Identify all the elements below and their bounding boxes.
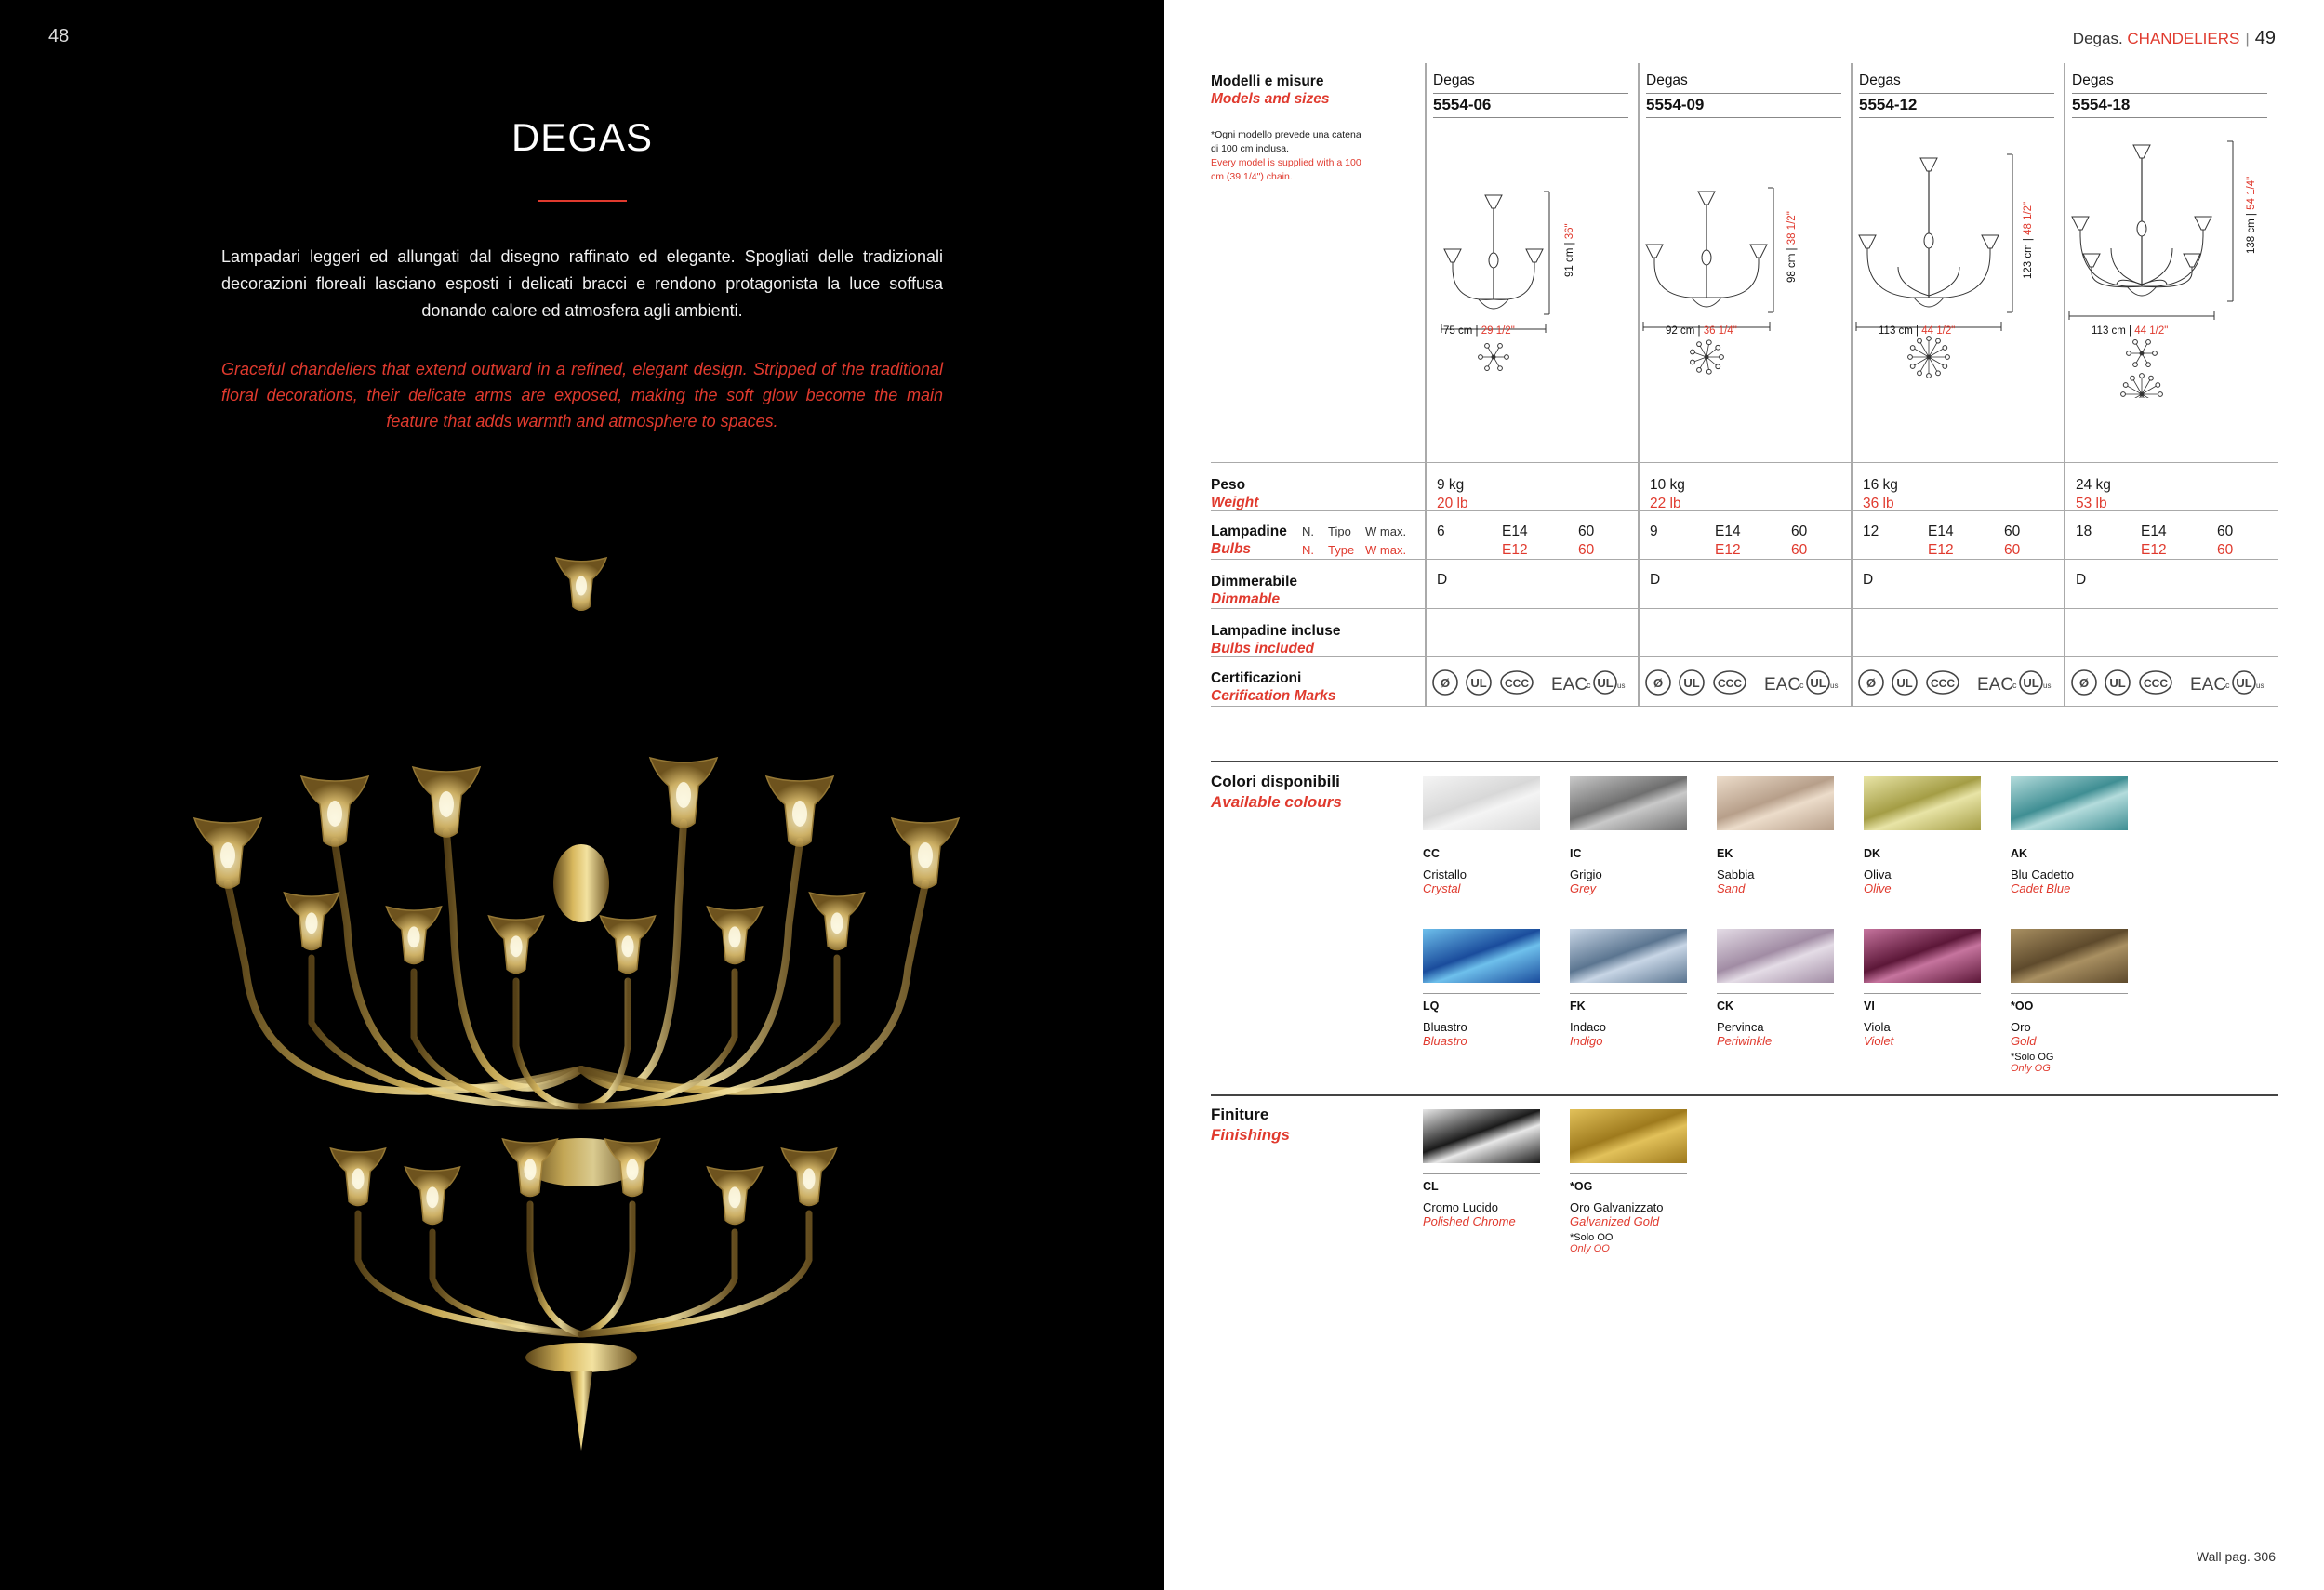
bulbs-type-en: Type — [1328, 543, 1355, 557]
description-italian: Lampadari leggeri ed allungati dal disegno raffinato ed elegante. Spogliati delle tradizionali decorazioni floreali lasciano esposti i delicati bracci e rendono protagonista la luce soffusa donando calore ed atmosfera agli ambienti. — [221, 247, 943, 320]
model-column — [1859, 63, 2054, 118]
svg-text:UL: UL — [1470, 676, 1487, 690]
swatch-name-it: Blu Cadetto — [2011, 868, 2074, 881]
bulbs-label-en: Bulbs — [1211, 541, 1252, 557]
dimmable-cell: D — [1650, 572, 1661, 588]
bulb-type-eu: E14 — [1928, 523, 1954, 539]
finishings-divider — [1211, 1094, 2278, 1096]
weight-lb: 22 lb — [1650, 496, 1681, 511]
width-cm: 113 cm — [1879, 325, 1913, 337]
svg-text:c: c — [1587, 681, 1591, 690]
svg-text:us: us — [1617, 682, 1626, 690]
bulb-watt-us: 60 — [2217, 542, 2234, 558]
swatch-name-it: Indaco — [1570, 1020, 1607, 1034]
model-drawing — [1641, 138, 1846, 398]
column-divider — [1425, 63, 1427, 707]
bulb-watt-eu: 60 — [2217, 523, 2234, 539]
chain-note — [1211, 128, 1369, 184]
svg-text:UL: UL — [2023, 676, 2039, 690]
svg-text:Ø: Ø — [2078, 676, 2090, 690]
swatch-name-it: Cromo Lucido — [1423, 1200, 1498, 1214]
colour-swatch — [1423, 776, 1540, 895]
weight-lb: 20 lb — [1437, 496, 1468, 511]
model-height: 91 cm | 36" — [1564, 223, 1575, 277]
height-cm: 138 cm — [2246, 219, 2257, 254]
dimmable-cell: D — [1863, 572, 1874, 588]
chain-note-it: *Ogni modello prevede una catena di 100 cm inclusa. — [1211, 129, 1361, 154]
swatch-name-it: Viola — [1864, 1020, 1891, 1034]
model-drawing — [2067, 138, 2272, 398]
svg-text:CCC: CCC — [2144, 677, 2168, 690]
swatch-image — [1717, 929, 1834, 983]
svg-text:UL: UL — [2109, 676, 2126, 690]
header-product: Degas. — [2072, 30, 2123, 47]
bulbs-n-en: N. — [1302, 543, 1314, 557]
certification-marks — [1856, 664, 2061, 701]
description-english: Graceful chandeliers that extend outward in a refined, elegant design. Stripped of the traditional floral decorations, their delicate arms are exposed, making the soft glow become the main feature that adds warmth and atmosphere to spaces. — [221, 360, 943, 431]
bulb-type-eu: E14 — [1715, 523, 1741, 539]
weight-cell — [1650, 476, 1685, 513]
weight-kg: 16 kg — [1863, 477, 1898, 493]
model-width: 113 cm | 44 1/2" — [2092, 325, 2169, 337]
swatch-name-en: Cadet Blue — [2011, 881, 2071, 895]
weight-cell — [1863, 476, 1898, 513]
bulbs-watt — [1791, 523, 1807, 560]
bulbs-n: 18 — [2076, 523, 2092, 539]
svg-text:c: c — [2225, 681, 2230, 690]
swatch-image — [1570, 1109, 1687, 1163]
bulb-watt-us: 60 — [2004, 542, 2021, 558]
svg-text:UL: UL — [1683, 676, 1700, 690]
svg-text:us: us — [1830, 682, 1839, 690]
models-label-it: Modelli e misure — [1211, 73, 1324, 89]
model-code: 5554-09 — [1646, 93, 1841, 118]
weight-kg: 9 kg — [1437, 477, 1465, 493]
model-code: 5554-18 — [2072, 93, 2267, 118]
model-width: 113 cm | 44 1/2" — [1879, 325, 1956, 337]
swatch-image — [1570, 776, 1687, 830]
bulbs-count — [1650, 523, 1658, 541]
svg-text:us: us — [2043, 682, 2052, 690]
swatch-image — [1717, 776, 1834, 830]
width-cm: 92 cm — [1666, 325, 1695, 337]
bulbs-n-it: N. — [1302, 524, 1314, 538]
bulb-watt-us: 60 — [1791, 542, 1808, 558]
included-label-it: Lampadine incluse — [1211, 623, 1341, 639]
right-page — [1164, 0, 2324, 1590]
swatch-name-it: Cristallo — [1423, 868, 1467, 881]
weight-kg: 24 kg — [2076, 477, 2111, 493]
bulbs-count — [1863, 523, 1879, 541]
svg-text:us: us — [2256, 682, 2264, 690]
colours-title-en: Available colours — [1211, 793, 1342, 811]
bulb-watt-eu: 60 — [1578, 523, 1595, 539]
colour-swatch — [1717, 929, 1834, 1048]
swatch-image — [2011, 929, 2128, 983]
height-cm: 91 cm — [1564, 247, 1575, 277]
width-cm: 75 cm — [1443, 325, 1473, 337]
colour-swatch — [1864, 776, 1981, 895]
swatch-name-en: Indigo — [1570, 1034, 1603, 1048]
model-code: 5554-06 — [1433, 93, 1628, 118]
weight-label-it: Peso — [1211, 477, 1246, 493]
bulbs-n: 9 — [1650, 523, 1658, 539]
swatch-name-en: Grey — [1570, 881, 1597, 895]
swatch-name-it: Sabbia — [1717, 868, 1755, 881]
dimmable-row — [1211, 560, 2278, 609]
swatch-name-en: Violet — [1864, 1034, 1894, 1048]
bulbs-n: 12 — [1863, 523, 1879, 539]
swatch-name-it: Pervinca — [1717, 1020, 1764, 1034]
swatch-code: CC — [1423, 841, 1540, 860]
bulbs-count — [2076, 523, 2092, 541]
weight-lb: 53 lb — [2076, 496, 2107, 511]
colour-swatch — [1717, 776, 1834, 895]
included-label-en: Bulbs included — [1211, 641, 1315, 656]
swatch-image — [1423, 1109, 1540, 1163]
colour-swatch — [1864, 929, 1981, 1048]
height-cm: 123 cm — [2023, 244, 2034, 279]
swatch-image — [2011, 776, 2128, 830]
model-column — [1433, 63, 1628, 118]
colour-swatch — [1570, 1109, 1687, 1254]
dimmable-cell: D — [1437, 572, 1448, 588]
model-column — [1646, 63, 1841, 118]
included-row — [1211, 609, 2278, 657]
bulb-type-us: E12 — [1715, 542, 1741, 558]
colour-swatch — [2011, 776, 2128, 895]
swatch-code: *OG — [1570, 1173, 1687, 1193]
height-in: 36" — [1564, 223, 1575, 240]
footer-reference: Wall pag. 306 — [2196, 1549, 2276, 1564]
model-code: 5554-12 — [1859, 93, 2054, 118]
swatch-name-en: Gold — [2011, 1034, 2037, 1048]
swatch-code: *OO — [2011, 993, 2128, 1013]
bulbs-watt — [1578, 523, 1594, 560]
colours-title-it: Colori disponibili — [1211, 773, 1340, 790]
swatch-image — [1864, 776, 1981, 830]
bulb-type-eu: E14 — [2141, 523, 2167, 539]
bulbs-count — [1437, 523, 1445, 541]
cert-label-it: Certificazioni — [1211, 670, 1302, 686]
svg-text:c: c — [1799, 681, 1804, 690]
title-divider — [538, 200, 627, 202]
weight-label-en: Weight — [1211, 495, 1259, 510]
swatch-code: CK — [1717, 993, 1834, 1013]
header-section: CHANDELIERS — [2127, 30, 2240, 47]
dimmable-cell: D — [2076, 572, 2087, 588]
page-number-left: 48 — [48, 26, 70, 46]
bulbs-type-it: Tipo — [1328, 524, 1351, 538]
swatch-image — [1570, 929, 1687, 983]
bulb-type-us: E12 — [2141, 542, 2167, 558]
model-name: Degas — [2072, 73, 2114, 88]
swatch-code: CL — [1423, 1173, 1540, 1193]
svg-text:CCC: CCC — [1505, 677, 1529, 690]
page-number-right: 49 — [2254, 28, 2276, 48]
svg-text:Ø: Ø — [1866, 676, 1877, 690]
model-height: 123 cm | 48 1/2" — [2023, 201, 2034, 279]
weight-row — [1211, 463, 2278, 511]
dimmable-label-en: Dimmable — [1211, 591, 1281, 607]
height-in: 38 1/2" — [1786, 211, 1798, 245]
swatch-name-en: Sand — [1717, 881, 1746, 895]
colour-swatch — [2011, 929, 2128, 1074]
width-in: 44 1/2" — [2134, 325, 2169, 337]
bulbs-type — [2141, 523, 2167, 560]
swatch-name-en: Periwinkle — [1717, 1034, 1773, 1048]
model-width: 92 cm | 36 1/4" — [1666, 325, 1737, 337]
swatch-code: AK — [2011, 841, 2128, 860]
bulbs-type — [1715, 523, 1741, 560]
finishings-title-en: Finishings — [1211, 1126, 1290, 1144]
column-divider — [1851, 63, 1853, 707]
swatch-image — [1423, 776, 1540, 830]
colour-swatch — [1570, 929, 1687, 1048]
swatch-code: FK — [1570, 993, 1687, 1013]
bulb-watt-eu: 60 — [1791, 523, 1808, 539]
colours-heading — [1211, 772, 1342, 813]
cert-label-en: Cerification Marks — [1211, 688, 1336, 704]
weight-cell — [2076, 476, 2111, 513]
bulbs-watt — [2217, 523, 2233, 560]
column-divider — [1638, 63, 1640, 707]
swatch-image — [1423, 929, 1540, 983]
width-in: 29 1/2" — [1481, 325, 1515, 337]
bulbs-watt — [2004, 523, 2020, 560]
bulbs-type — [1502, 523, 1528, 560]
svg-text:CCC: CCC — [1718, 677, 1742, 690]
svg-text:EAC: EAC — [1551, 675, 1588, 695]
svg-text:CCC: CCC — [1931, 677, 1955, 690]
bulbs-row — [1211, 511, 2278, 560]
swatch-name-it: Bluastro — [1423, 1020, 1467, 1034]
swatch-name-en: Bluastro — [1423, 1034, 1467, 1048]
finishings-title-it: Finiture — [1211, 1106, 1269, 1123]
svg-text:UL: UL — [1810, 676, 1826, 690]
bulbs-label-it: Lampadine — [1211, 523, 1287, 539]
model-name: Degas — [1859, 73, 1901, 88]
svg-text:UL: UL — [2236, 676, 2252, 690]
certification-marks — [1643, 664, 1848, 701]
bulb-watt-eu: 60 — [2004, 523, 2021, 539]
swatch-name-en: Crystal — [1423, 881, 1461, 895]
width-cm: 113 cm — [2092, 325, 2126, 337]
width-in: 44 1/2" — [1921, 325, 1956, 337]
models-label-en: Models and sizes — [1211, 91, 1330, 107]
swatch-note-it: *Solo OO — [1570, 1232, 1614, 1243]
model-name: Degas — [1433, 73, 1475, 88]
swatch-name-en: Olive — [1864, 881, 1892, 895]
svg-text:EAC: EAC — [1977, 675, 2014, 695]
bulb-type-us: E12 — [1502, 542, 1528, 558]
swatch-name-en: Polished Chrome — [1423, 1214, 1516, 1228]
colour-swatch — [1423, 929, 1540, 1048]
swatch-name-it: Oro — [2011, 1020, 2031, 1034]
dimmable-label-it: Dimmerabile — [1211, 574, 1298, 590]
bulb-type-us: E12 — [1928, 542, 1954, 558]
height-in: 48 1/2" — [2023, 201, 2034, 235]
swatch-name-it: Oro Galvanizzato — [1570, 1200, 1664, 1214]
model-height: 138 cm | 54 1/4" — [2246, 176, 2257, 254]
chandelier-photo — [177, 549, 986, 1478]
weight-cell — [1437, 476, 1468, 513]
colours-divider — [1211, 761, 2278, 762]
colour-swatch — [1423, 1109, 1540, 1228]
product-title: DEGAS — [511, 115, 654, 159]
height-cm: 98 cm — [1786, 253, 1798, 283]
model-name: Degas — [1646, 73, 1688, 88]
weight-lb: 36 lb — [1863, 496, 1894, 511]
model-height: 98 cm | 38 1/2" — [1786, 211, 1798, 283]
swatch-name-en: Galvanized Gold — [1570, 1214, 1660, 1228]
svg-text:UL: UL — [1597, 676, 1614, 690]
weight-kg: 10 kg — [1650, 477, 1685, 493]
svg-text:Ø: Ø — [1440, 676, 1451, 690]
bulbs-w-it: W max. — [1365, 524, 1407, 538]
swatch-code: VI — [1864, 993, 1981, 1013]
swatch-code: DK — [1864, 841, 1981, 860]
bulbs-n: 6 — [1437, 523, 1445, 539]
finishings-heading — [1211, 1105, 1290, 1146]
swatch-image — [1864, 929, 1981, 983]
swatch-code: EK — [1717, 841, 1834, 860]
bulb-type-eu: E14 — [1502, 523, 1528, 539]
svg-text:UL: UL — [1896, 676, 1913, 690]
colour-swatch — [1570, 776, 1687, 895]
width-in: 36 1/4" — [1703, 325, 1737, 337]
bulb-watt-us: 60 — [1578, 542, 1595, 558]
swatch-note-en: Only OG — [2011, 1063, 2051, 1074]
svg-text:EAC: EAC — [2190, 675, 2227, 695]
page-header: Degas. CHANDELIERS | 49 — [2072, 28, 2276, 48]
svg-text:EAC: EAC — [1764, 675, 1801, 695]
model-drawing — [1428, 138, 1633, 398]
column-divider — [2064, 63, 2065, 707]
certification-marks — [2069, 664, 2274, 701]
certification-marks — [1430, 664, 1635, 701]
swatch-code: LQ — [1423, 993, 1540, 1013]
swatch-name-it: Oliva — [1864, 868, 1892, 881]
chain-note-en: Every model is supplied with a 100 cm (39 1/4") chain. — [1211, 157, 1361, 182]
model-width: 75 cm | 29 1/2" — [1443, 325, 1515, 337]
swatch-name-it: Grigio — [1570, 868, 1602, 881]
svg-text:c: c — [2012, 681, 2017, 690]
model-column — [2072, 63, 2267, 118]
swatch-code: IC — [1570, 841, 1687, 860]
height-in: 54 1/4" — [2246, 176, 2257, 210]
bulbs-type — [1928, 523, 1954, 560]
bulbs-w-en: W max. — [1365, 543, 1407, 557]
swatch-note-it: *Solo OG — [2011, 1052, 2054, 1063]
swatch-note-en: Only OO — [1570, 1243, 1610, 1254]
svg-text:Ø: Ø — [1653, 676, 1664, 690]
